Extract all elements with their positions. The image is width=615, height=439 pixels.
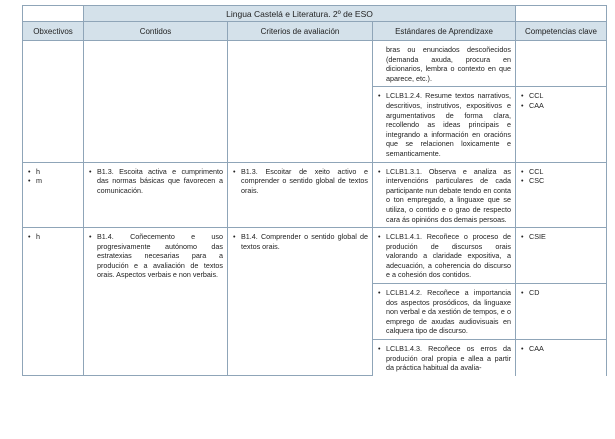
table-title: Lingua Castelá e Literatura. 2º de ESO — [84, 6, 516, 22]
obxectivo-item: • m — [27, 176, 79, 186]
obxectivos-cell — [23, 41, 84, 163]
competencia-item: • CSIE — [520, 232, 602, 242]
contido-text: • B1.4. Coñecemento e uso progresivamente autónomo das estratexias necesarias para a produción e a avaliación de textos orais. Aspectos verbais e non verbais. — [88, 232, 223, 280]
competencia-item: • CAA — [520, 101, 602, 111]
competencias-cell — [516, 41, 607, 87]
estandar-text: • LCLB1.3.1. Observa e analiza as intervencións particulares de cada participante nun debate tendo en conta o ton empregado, a linguaxe que se utiliza, o contido e o grao de respecto cara ás opinións dos demais persoas. — [377, 167, 511, 225]
competencias-cell — [516, 340, 607, 376]
competencias-cell — [516, 284, 607, 340]
obxectivo-item: • h — [27, 167, 79, 177]
estandar-text: • LCLB1.2.4. Resume textos narrativos, descritivos, instrutivos, expositivos e argumentativos de forma clara, recollendo as ideas principais e integrando a información en oracións que se relacionen loxicamente e semanticamente. — [377, 91, 511, 158]
contidos-cell — [84, 162, 228, 228]
header-criterios: Criterios de avaliación — [228, 22, 373, 41]
title-row — [23, 6, 607, 22]
criterio-text: • B1.4. Comprender o sentido global de textos orais. — [232, 232, 368, 251]
estandar-cell — [373, 340, 516, 376]
criterios-cell — [228, 228, 373, 376]
competencias-cell — [516, 87, 607, 162]
table-row — [23, 162, 607, 228]
competencias-cell — [516, 228, 607, 284]
competencia-item: • CD — [520, 288, 602, 298]
header-row — [23, 22, 607, 41]
estandar-text: • LCLB1.4.1. Recoñece o proceso de produción de discursos orais valorando a claridade expositiva, a adecuación, a coherencia do discurso e a cohesión dos contidos. — [377, 232, 511, 280]
estandar-text: bras ou enunciados descoñecidos (demanda axuda, procura en dicionarios, lembra o contexto en que aparece, etc.). — [386, 45, 511, 83]
header-obxectivos: Obxectivos — [23, 22, 84, 41]
obxectivos-cell — [23, 228, 84, 376]
contido-text: • B1.3. Escoita activa e cumprimento das normas básicas que favorecen a comunicación. — [88, 167, 223, 196]
competencia-item: • CCL — [520, 167, 602, 177]
competencia-item: • CCL — [520, 91, 602, 101]
header-competencias: Competencias clave — [516, 22, 607, 41]
competencia-item: • CAA — [520, 344, 602, 354]
estandar-cell — [373, 87, 516, 162]
estandar-text: • LCLB1.4.2. Recoñece a importancia dos aspectos prosódicos, da linguaxe non verbal e da xestión de tempos, e o emprego de axudas audiovisuais en calquera tipo de discurso. — [377, 288, 511, 336]
table-row — [23, 228, 607, 284]
estandar-cell — [373, 41, 516, 87]
competencia-item: • CSC — [520, 176, 602, 186]
estandar-text: • LCLB1.4.3. Recoñece os erros da produción oral propia e allea a partir da práctica habitual da avalia- — [377, 344, 511, 373]
contidos-cell — [84, 41, 228, 163]
curriculum-table — [22, 5, 607, 376]
estandar-cell — [373, 284, 516, 340]
criterios-cell — [228, 41, 373, 163]
obxectivos-cell — [23, 162, 84, 228]
contidos-cell — [84, 228, 228, 376]
criterios-cell — [228, 162, 373, 228]
table-row — [23, 41, 607, 87]
obxectivo-item: • h — [27, 232, 79, 242]
header-contidos: Contidos — [84, 22, 228, 41]
competencias-cell — [516, 162, 607, 228]
estandar-cell — [373, 162, 516, 228]
criterio-text: • B1.3. Escoitar de xeito activo e comprender o sentido global de textos orais. — [232, 167, 368, 196]
estandar-cell — [373, 228, 516, 284]
header-estandares: Estándares de Aprendizaxe — [373, 22, 516, 41]
